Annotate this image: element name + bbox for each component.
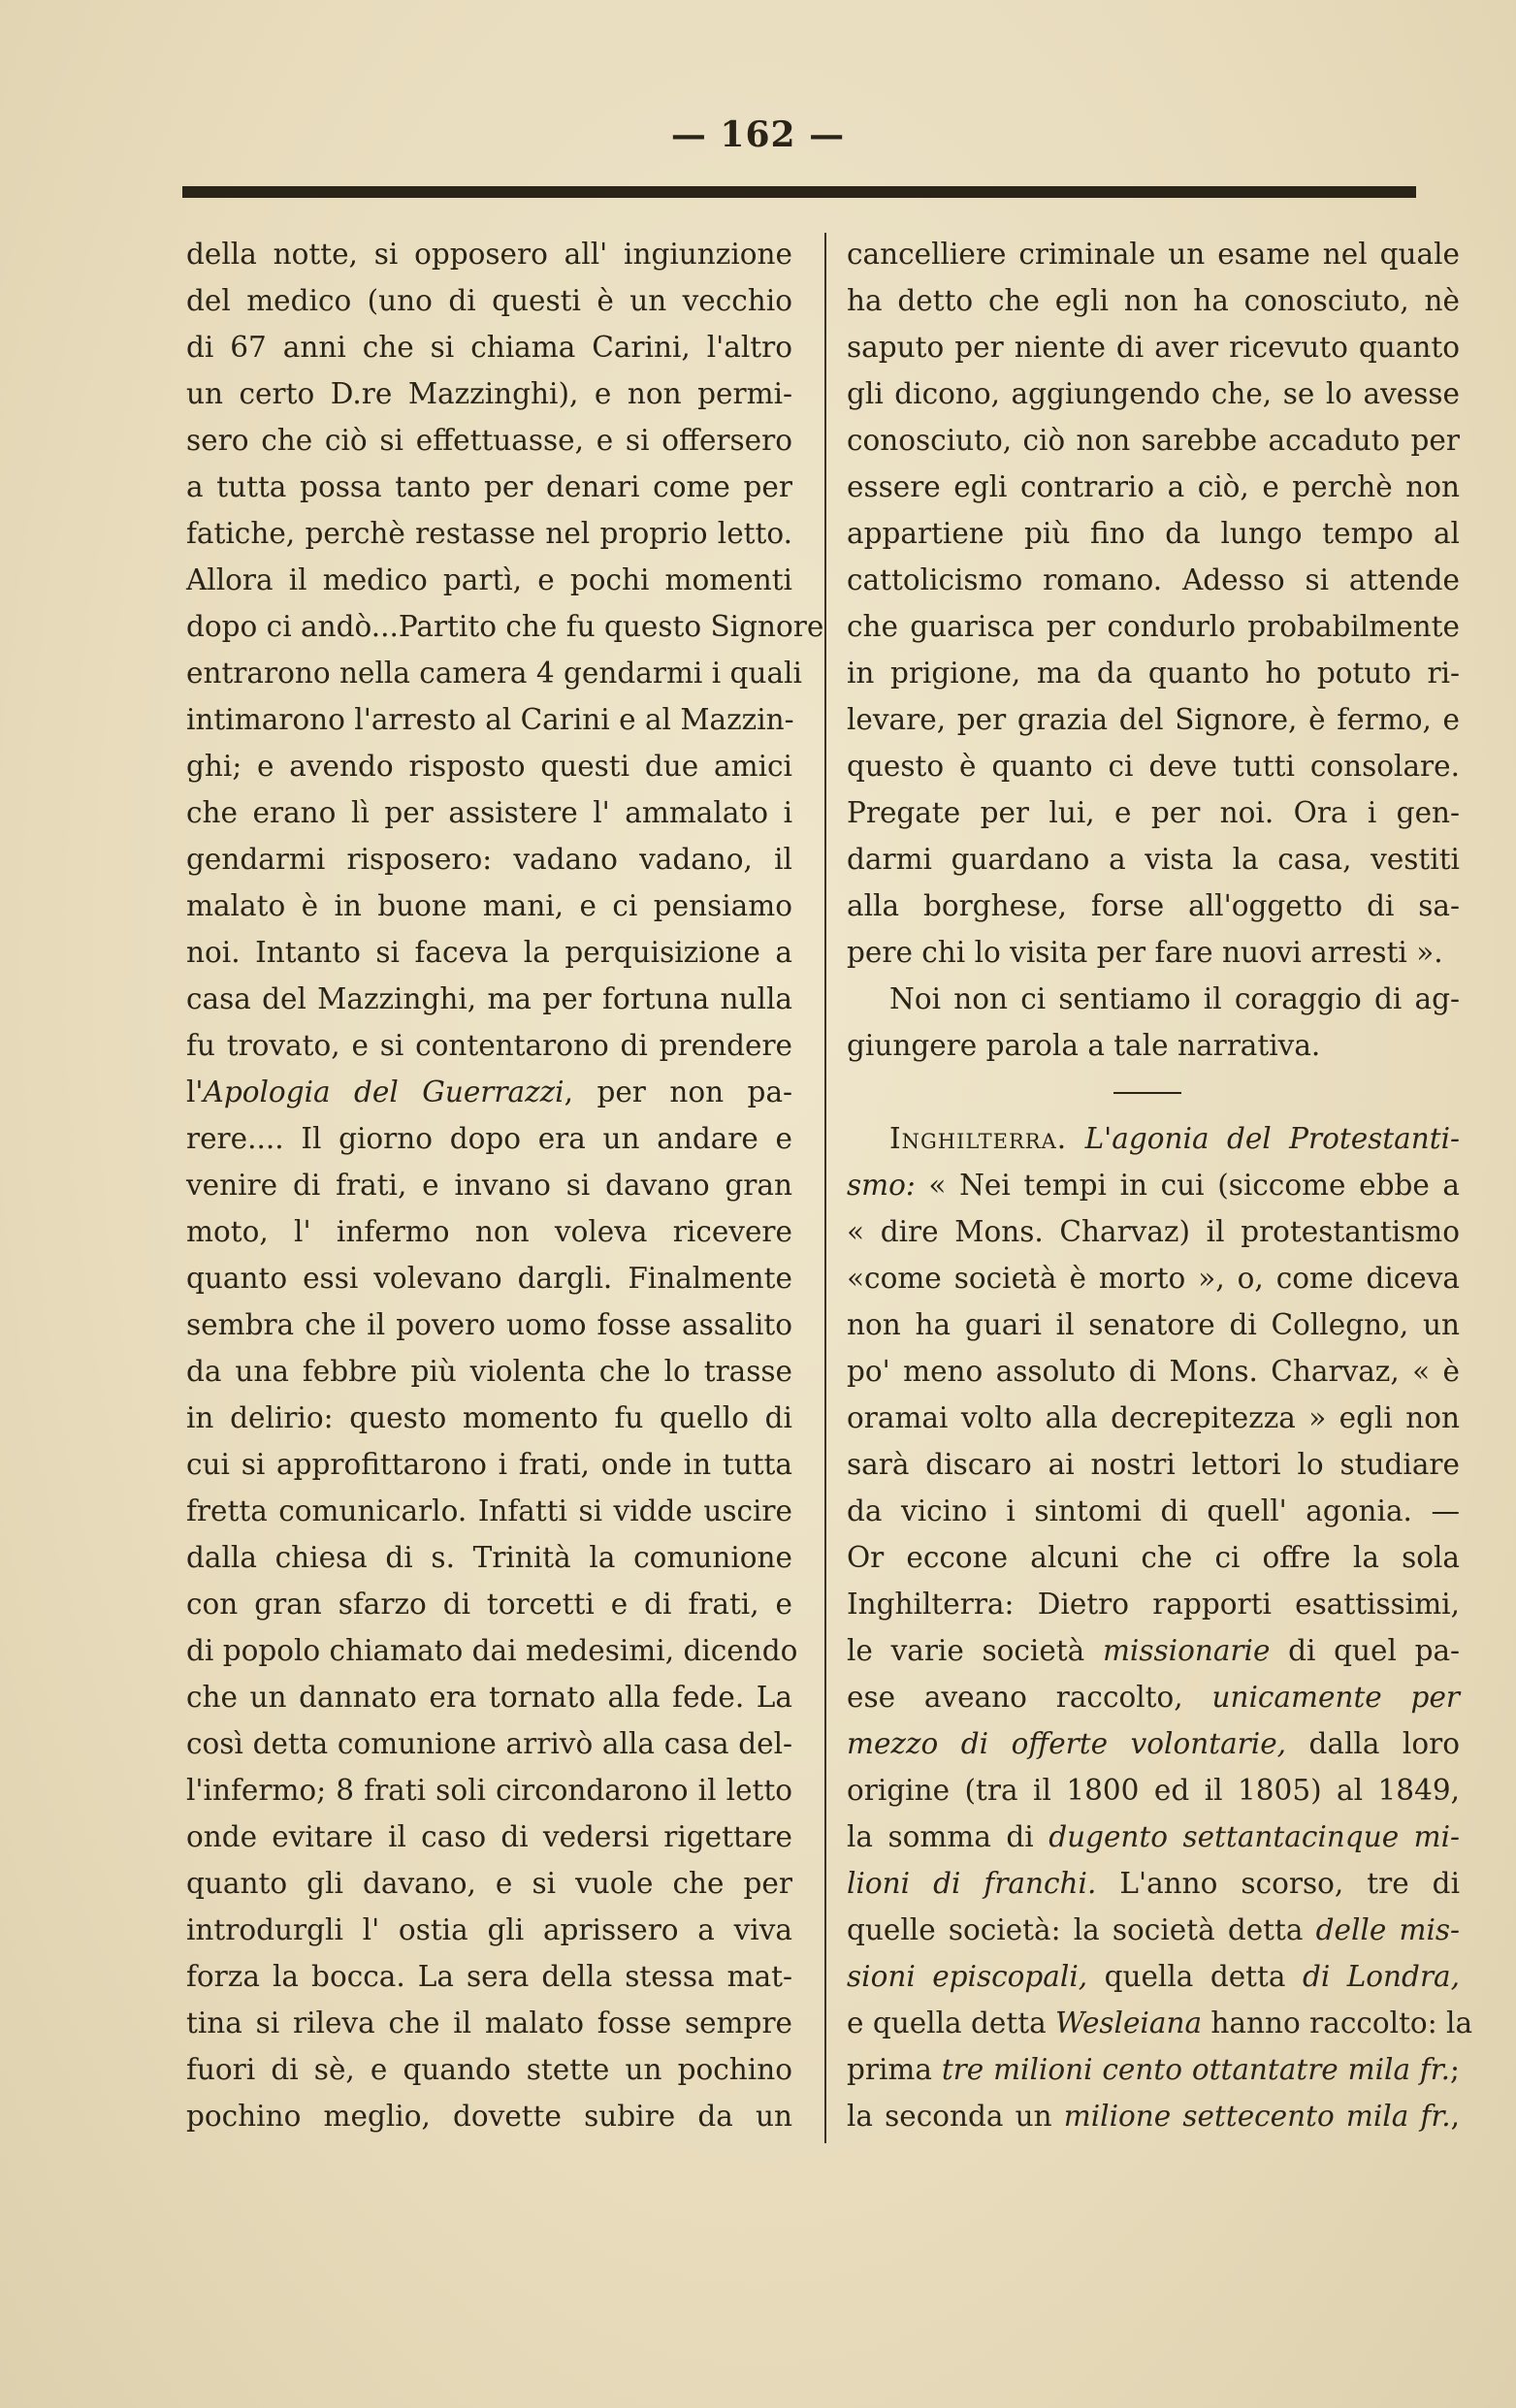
section-title: L'agonia del Protestanti-: [1084, 1122, 1460, 1155]
text-fragment: la somma di: [847, 1820, 1049, 1853]
text-line: gendarmi risposero: vadano vadano, il: [186, 843, 792, 876]
text-line: così detta comunione arrivò alla casa del-: [186, 1727, 792, 1760]
text-line: Pregate per lui, e per noi. Ora i gen-: [847, 796, 1460, 829]
text-line: giungere parola a tale narrativa.: [847, 1029, 1321, 1062]
text-line: che erano lì per assistere l' ammalato i: [186, 796, 792, 829]
text-line: [847, 1907, 1460, 1953]
text-line: «come società è morto », o, come diceva: [847, 1262, 1460, 1295]
italic-fragment: missionarie: [1102, 1634, 1271, 1667]
text-line: da una febbre più violenta che lo trasse: [186, 1355, 792, 1388]
text-line: Allora il medico partì, e pochi momenti: [186, 563, 792, 596]
header-rule: [182, 186, 1416, 196]
text-line: [847, 1814, 1460, 1860]
text-line: di 67 anni che si chiama Carini, l'altro: [186, 331, 792, 364]
text-line: l'infermo; 8 frati soli circondarono il letto: [186, 1774, 792, 1807]
text-line: questo è quanto ci deve tutti consolare.: [847, 750, 1460, 783]
text-line: del medico (uno di questi è un vecchio: [186, 284, 792, 317]
text-line: ghi; e avendo risposto questi due amici: [186, 750, 792, 783]
text-line: [847, 1860, 1460, 1907]
text-line: in delirio: questo momento fu quello di: [186, 1401, 792, 1434]
text-line: rere.... Il giorno dopo era un andare e: [186, 1122, 792, 1155]
text-line: che un dannato era tornato alla fede. La: [186, 1681, 792, 1714]
text-fragment: ese aveano raccolto,: [847, 1681, 1212, 1714]
text-line: che guarisca per condurlo probabilmente: [847, 610, 1460, 643]
text-line: forza la bocca. La sera della stessa mat-: [186, 1960, 792, 1993]
text-line: casa del Mazzinghi, ma per fortuna nulla: [186, 982, 792, 1015]
text-fragment: ,: [1450, 2100, 1460, 2133]
text-line: moto, l' infermo non voleva ricevere: [186, 1215, 792, 1248]
text-line: fu trovato, e si contentarono di prendere: [186, 1029, 792, 1062]
text-line: appartiene più fino da lungo tempo al: [847, 517, 1460, 550]
text-line: origine (tra il 1800 ed il 1805) al 1849,: [847, 1774, 1460, 1807]
text-line: quanto essi volevano dargli. Finalmente: [186, 1262, 792, 1295]
section-rule: [847, 1069, 1460, 1115]
text-line: conosciuto, ciò non sarebbe accaduto per: [847, 424, 1460, 457]
text-line: malato è in buone mani, e ci pensiamo: [186, 889, 792, 922]
text-line: onde evitare il caso di vedersi rigettare: [186, 1820, 792, 1853]
text-fragment: quelle società: la società detta: [847, 1913, 1316, 1946]
text-line: [847, 2093, 1460, 2139]
column-divider: [824, 233, 826, 2143]
italic-fragment: Wesleiana: [1055, 2007, 1203, 2039]
text-line: [847, 1162, 1460, 1208]
italic-title: Apologia del Guerrazzi: [203, 1076, 564, 1108]
text-line: po' meno assoluto di Mons. Charvaz, « è: [847, 1355, 1460, 1388]
text-line: ha detto che egli non ha conosciuto, nè: [847, 284, 1460, 317]
text-line: entrarono nella camera 4 gendarmi i quali: [186, 657, 802, 690]
text-line: fretta comunicarlo. Infatti si vidde uscire: [186, 1494, 792, 1527]
text-fragment: prima: [847, 2053, 942, 2086]
text-fragment: L'anno scorso, tre di: [1096, 1867, 1460, 1900]
text-line: Noi non ci sentiamo il coraggio di ag-: [889, 982, 1460, 1015]
text-line: gli dicono, aggiungendo che, se lo avesse: [847, 377, 1460, 410]
italic-fragment: dugento settantacinque mi-: [1048, 1820, 1460, 1853]
italic-fragment: delle mis-: [1315, 1913, 1460, 1946]
text-fragment: di quel pa-: [1270, 1634, 1461, 1667]
text-line: della notte, si opposero all' ingiunzione: [186, 238, 792, 271]
text-line: darmi guardano a vista la casa, vestiti: [847, 843, 1460, 876]
text-line: tina si rileva che il malato fosse sempre: [186, 2007, 792, 2039]
text-line: in prigione, ma da quanto ho potuto ri-: [847, 657, 1460, 690]
section-heading-line: [847, 1115, 1460, 1162]
text-line: non ha guari il senatore di Collegno, un: [847, 1308, 1460, 1341]
text-line: fuori di sè, e quando stette un pochino: [186, 2053, 792, 2086]
text-line: pere chi lo visita per fare nuovi arresti ».: [847, 936, 1443, 969]
text-line: [847, 2000, 1473, 2046]
text-line: un certo D.re Mazzinghi), e non permi-: [186, 377, 792, 410]
text-line: cattolicismo romano. Adesso si attende: [847, 563, 1460, 596]
italic-fragment: sioni episcopali,: [847, 1960, 1088, 1993]
text-fragment: l': [186, 1076, 204, 1108]
page-number: — 162 —: [670, 114, 846, 155]
text-line-apologia: [186, 1069, 792, 1115]
section-title-cont: smo:: [847, 1169, 916, 1202]
text-fragment: le varie società: [847, 1634, 1103, 1667]
text-line: [847, 1720, 1460, 1767]
text-line: alla borghese, forse all'oggetto di sa-: [847, 889, 1460, 922]
text-line: [847, 1953, 1460, 2000]
text-line: saputo per niente di aver ricevuto quanto: [847, 331, 1460, 364]
italic-fragment: tre milioni cento ottantatre mila fr.: [941, 2053, 1451, 2086]
text-fragment: ;: [1450, 2053, 1460, 2086]
italic-fragment: lioni di franchi.: [847, 1867, 1097, 1900]
left-column: [186, 231, 824, 2139]
text-line: di popolo chiamato dai medesimi, dicendo: [186, 1634, 798, 1667]
text-fragment: hanno raccolto: la: [1202, 2007, 1473, 2039]
italic-fragment: mezzo di offerte volontarie,: [847, 1727, 1287, 1760]
text-line: intimarono l'arresto al Carini e al Mazzin-: [186, 703, 794, 736]
text-fragment: dalla loro: [1286, 1727, 1460, 1760]
text-line: cui si approfittarono i frati, onde in tutta: [186, 1448, 792, 1481]
text-line: « dire Mons. Charvaz) il protestantismo: [847, 1215, 1460, 1248]
text-line: sembra che il povero uomo fosse assalito: [186, 1308, 792, 1341]
text-line: pochino meglio, dovette subire da un: [186, 2100, 792, 2133]
italic-fragment: milione settecento mila fr.: [1063, 2100, 1451, 2133]
text-fragment: quella detta: [1087, 1960, 1303, 1993]
text-line: [847, 1627, 1460, 1674]
text-line: introdurgli l' ostia gli aprissero a viva: [186, 1913, 792, 1946]
text-line: levare, per grazia del Signore, è fermo, e: [847, 703, 1460, 736]
text-line: sarà discaro ai nostri lettori lo studiare: [847, 1448, 1460, 1481]
text-line: noi. Intanto si faceva la perquisizione a: [186, 936, 792, 969]
text-fragment: , per non pa-: [564, 1076, 793, 1108]
text-line: a tutta possa tanto per denari come per: [186, 470, 792, 503]
italic-fragment: di Londra,: [1302, 1960, 1461, 1993]
text-fragment: « Nei tempi in cui (siccome ebbe a: [915, 1169, 1460, 1202]
text-line: quanto gli davano, e si vuole che per: [186, 1867, 792, 1900]
section-heading: Inghilterra.: [889, 1122, 1068, 1155]
text-line: essere egli contrario a ciò, e perchè non: [847, 470, 1460, 503]
text-line: fatiche, perchè restasse nel proprio letto.: [186, 517, 792, 550]
text-line: venire di frati, e invano si davano gran: [186, 1169, 792, 1202]
text-line: da vicino i sintomi di quell' agonia. —: [847, 1494, 1460, 1527]
text-line: Or eccone alcuni che ci offre la sola: [847, 1541, 1460, 1574]
text-line: Inghilterra: Dietro rapporti esattissimi,: [847, 1588, 1460, 1621]
text-line: cancelliere criminale un esame nel quale: [847, 238, 1460, 271]
text-line: [847, 2046, 1460, 2093]
text-fragment: e quella detta: [847, 2007, 1056, 2039]
text-line: con gran sfarzo di torcetti e di frati, e: [186, 1588, 792, 1621]
text-line: dopo ci andò...Partito che fu questo Signore: [186, 610, 824, 643]
text-line: dalla chiesa di s. Trinità la comunione: [186, 1541, 792, 1574]
text-line: sero che ciò si effettuasse, e si offersero: [186, 424, 792, 457]
text-line: oramai volto alla decrepitezza » egli non: [847, 1401, 1460, 1434]
text-fragment: la seconda un: [847, 2100, 1064, 2133]
right-column: [847, 231, 1473, 2139]
italic-fragment: unicamente per: [1211, 1681, 1461, 1714]
text-line: [847, 1674, 1460, 1720]
